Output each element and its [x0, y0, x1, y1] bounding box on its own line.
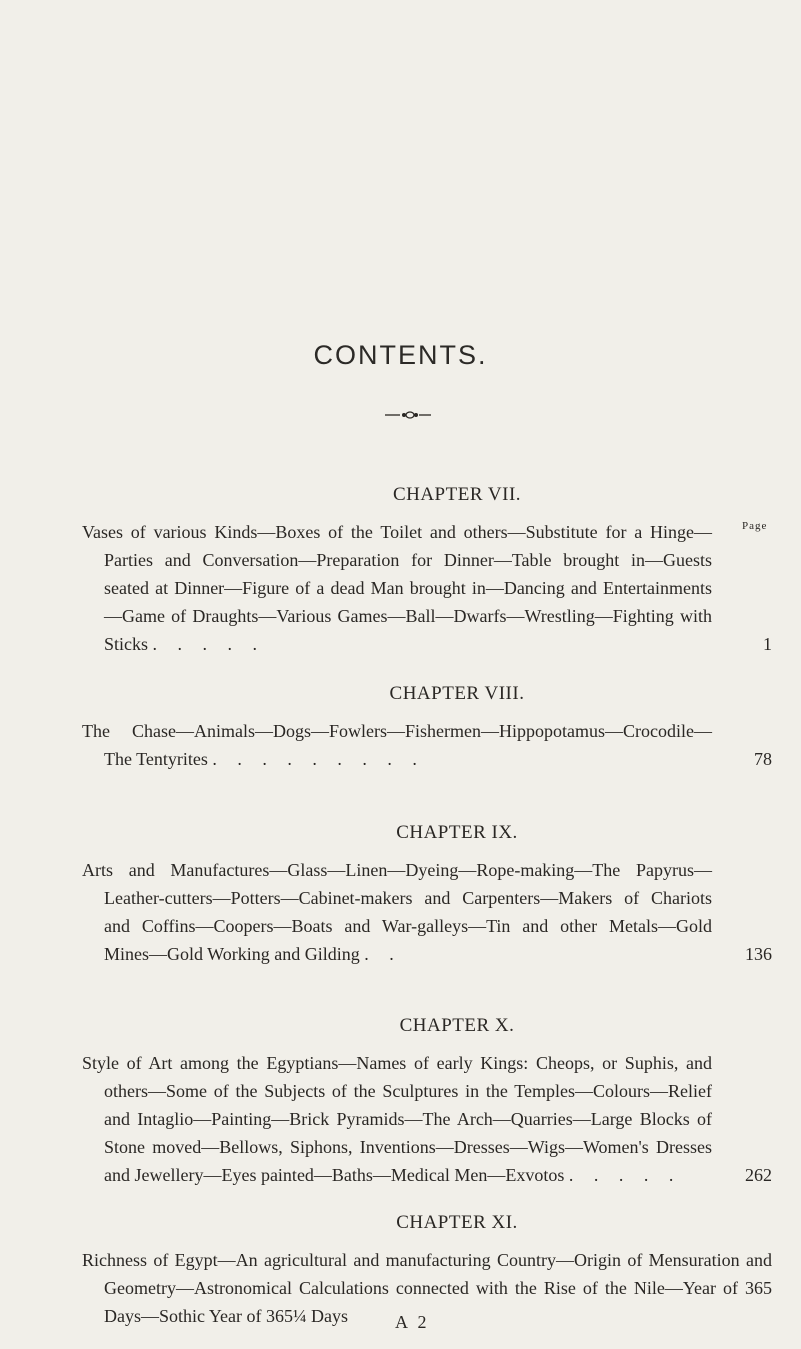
chapter-7 — [82, 484, 772, 658]
dot-leaders: . . . . . — [568, 1165, 682, 1185]
dot-leaders: . . — [364, 944, 402, 964]
signature-mark: A 2 — [395, 1312, 430, 1332]
chapter-summary-text: The Chase—Animals—Dogs—Fowlers—Fishermen—Hippopotamus—Crocodile—The Tentyrites — [82, 721, 712, 769]
page-title: CONTENTS. — [313, 340, 488, 370]
page-column-label: Page — [742, 520, 768, 532]
chapter-summary-text: Vases of various Kinds—Boxes of the Toilet and others—Substitute for a Hinge—Parties and Conversation—Preparation for Dinner—Table brought in—Guests seated at Dinner—Figure of a dead Man brought in—Dancing and Entertainments—Game of Draughts—Various Games—Ball—Dwarfs—Wrestling—Fighting with Sticks — [82, 522, 712, 654]
chapter-summary — [82, 717, 772, 773]
chapter-summary — [82, 1049, 772, 1189]
chapter-9 — [82, 822, 772, 968]
divider-ornament — [385, 411, 431, 419]
chapter-summary-text: Style of Art among the Egyptians—Names of early Kings: Cheops, or Suphis, and others—Some of the Subjects of the Sculptures in the Temples—Colours—Relief and Intaglio—Painting—Brick Pyramids—The Arch—Quarries—Large Blocks of Stone moved—Bellows, Siphons, Inventions—Dresses—Wigs—Women's Dresses and Jewellery—Eyes painted—Baths—Medical Men—Exvotos — [82, 1053, 712, 1185]
chapter-title: CHAPTER VII. — [392, 484, 522, 505]
dot-leaders: . . . . . . . . . — [212, 749, 425, 769]
chapter-8 — [82, 683, 772, 773]
chapter-title: CHAPTER X. — [399, 1015, 515, 1036]
chapter-10 — [82, 1015, 772, 1189]
chapter-title: CHAPTER VIII. — [389, 683, 525, 704]
chapter-summary-text: Arts and Manufactures—Glass—Linen—Dyeing—Rope-making—The Papyrus—Leather-cutters—Potters—Cabinet-makers and Carpenters—Makers of Chariots and Coffins—Coopers—Boats and War-galleys—Tin and other Metals—Gold Mines—Gold Working and Gilding — [82, 860, 712, 964]
dot-leaders: . . . . . — [152, 634, 266, 654]
chapter-summary — [82, 518, 772, 658]
chapter-title: CHAPTER XI. — [396, 1212, 518, 1233]
chapter-summary-text: Richness of Egypt—An agricultural and manufacturing Country—Origin of Mensuration and Geometry—Astronomical Calculations connected with the Rise of the Nile—Year of 365 Days—Sothic Year of 365¼ Days — [82, 1250, 772, 1326]
page-number: 136 — [745, 944, 772, 964]
page-number: 262 — [745, 1165, 772, 1185]
page-number: 1 — [763, 634, 772, 654]
chapter-summary — [82, 856, 772, 968]
chapter-title: CHAPTER IX. — [396, 822, 518, 843]
page-number: 78 — [754, 749, 772, 769]
